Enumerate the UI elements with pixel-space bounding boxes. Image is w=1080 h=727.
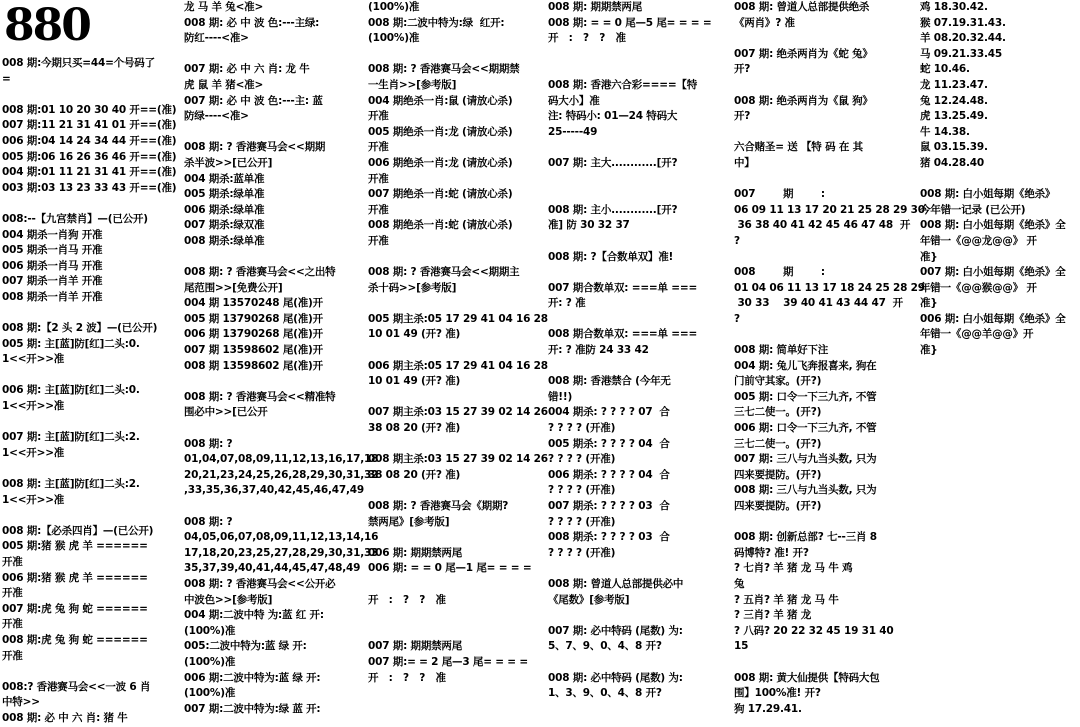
text-line: (100%)准 bbox=[368, 32, 420, 45]
text-line: 008 期: ? bbox=[184, 515, 233, 528]
text-line: 中】 bbox=[734, 156, 755, 169]
text-line: 36 38 40 41 42 45 46 47 48 开 bbox=[734, 219, 911, 232]
text-line bbox=[734, 125, 916, 141]
text-line: 羊 08.20.32.44. bbox=[920, 32, 1006, 45]
text-line: 008 期 : bbox=[734, 266, 825, 279]
text-line: 年错一《@@羊@@》开 bbox=[920, 328, 1034, 341]
text-line: 15 bbox=[734, 640, 749, 653]
text-line: 三七二使一。(开?) bbox=[734, 437, 822, 450]
text-line: 006 期主杀:05 17 29 41 04 16 28 bbox=[368, 359, 548, 372]
text-line: ? 八码? 20 22 32 45 19 31 40 bbox=[734, 624, 894, 637]
text-line: 005 期杀一肖马 开准 bbox=[2, 244, 103, 257]
text-line bbox=[184, 125, 360, 141]
text-line: 006 期杀: ? ? ? ? 04 合 bbox=[548, 468, 670, 481]
text-line bbox=[734, 250, 916, 266]
text-line: 008 期: 曾道人总部提供必中 bbox=[548, 577, 684, 590]
text-line bbox=[548, 265, 726, 281]
text-line: 004 期:二波中特 为:蓝 红 开: bbox=[184, 609, 324, 622]
text-line: 008 期: 曾道人总部提供绝杀 bbox=[734, 1, 870, 13]
text-line: 008 期 13598602 尾(准)开 bbox=[184, 359, 323, 372]
text-line: 开准 bbox=[368, 110, 389, 123]
text-line: 008 期: 创新总部? 七--三肖 8 bbox=[734, 531, 877, 544]
text-line: 006 期绝杀一肖:龙 (请放心杀) bbox=[368, 156, 513, 169]
text-line: 四来要提防。(开?) bbox=[734, 468, 822, 481]
text-line: 鸡 18.30.42. bbox=[920, 1, 988, 13]
text-line: 防红----<准> bbox=[184, 32, 249, 45]
text-line: 虎 13.25.49. bbox=[920, 110, 988, 123]
text-line: ,33,35,36,37,40,42,45,46,47,49 bbox=[184, 484, 365, 497]
column-3 bbox=[368, 0, 548, 708]
text-line: 007 期杀一肖羊 开准 bbox=[2, 275, 103, 288]
text-line: 006 期: 口令一下三九齐, 不管 bbox=[734, 422, 877, 435]
text-line: 008 期:01 10 20 30 40 开==(准) bbox=[2, 103, 177, 116]
text-line: 一生肖>>[参考版] bbox=[368, 78, 457, 91]
text-line bbox=[548, 187, 726, 203]
text-line: 准} bbox=[920, 250, 938, 263]
text-line bbox=[734, 31, 916, 47]
text-line: (100%)准 bbox=[184, 655, 236, 668]
text-line: 开准 bbox=[368, 234, 389, 247]
text-line bbox=[920, 172, 1080, 188]
text-line bbox=[734, 655, 916, 671]
text-line: 04,05,06,07,08,09,11,12,13,14,16 bbox=[184, 531, 379, 544]
text-line: 007 期: 必中特码 (尾数) 为: bbox=[548, 624, 683, 637]
text-line: 008 期: ? 香港赛马会<<期期禁 bbox=[368, 63, 520, 76]
text-line: 20,21,23,24,25,26,28,29,30,31,32 bbox=[184, 468, 379, 481]
text-line: 禁两尾》[参考版] bbox=[368, 515, 450, 528]
text-line bbox=[734, 78, 916, 94]
text-line: 年错一《@@龙@@》 开 bbox=[920, 234, 1037, 247]
text-line: ? 五肖? 羊 猪 龙 马 牛 bbox=[734, 593, 839, 606]
text-line: (100%)准 bbox=[184, 687, 236, 700]
text-line: 008 期:虎 兔 狗 蛇 ====== bbox=[2, 633, 148, 646]
text-line: 006 期:二波中特为:蓝 绿 开: bbox=[184, 671, 321, 684]
text-line: 准} bbox=[920, 297, 938, 310]
text-line: 1<<开>>准 bbox=[2, 400, 65, 413]
text-line: 虎 鼠 羊 猪<准> bbox=[184, 78, 264, 91]
text-line: 008 期: = = 0 尾—5 尾= = = = bbox=[548, 16, 712, 29]
text-line: 005 期杀: ? ? ? ? 04 合 bbox=[548, 437, 670, 450]
text-line: 008 期: 三八与九当头数, 只为 bbox=[734, 484, 877, 497]
text-line: 007 期:11 21 31 41 01 开==(准) bbox=[2, 119, 177, 132]
text-line: 开 : ? ? 准 bbox=[548, 32, 626, 45]
text-line: 码博特? 准! 开? bbox=[734, 546, 809, 559]
text-line: 004 期杀一肖狗 开准 bbox=[2, 228, 103, 241]
text-line: 008 期: 白小姐每期《绝杀》 bbox=[920, 188, 1056, 201]
text-line: 35,37,39,40,41,44,45,47,48,49 bbox=[184, 562, 361, 575]
text-line: 开: ? 准防 24 33 42 bbox=[548, 344, 649, 357]
text-line bbox=[368, 437, 538, 453]
text-line: 008 期: 白小姐每期《绝杀》全 bbox=[920, 219, 1066, 232]
text-line: 围必中>>[已公开 bbox=[184, 406, 268, 419]
text-line: 007 期杀: ? ? ? ? 03 合 bbox=[548, 500, 670, 512]
text-line: 鼠 03.15.39. bbox=[920, 141, 988, 154]
text-line bbox=[548, 47, 726, 63]
text-line bbox=[368, 483, 538, 499]
text-line: 马 09.21.33.45 bbox=[920, 47, 1002, 60]
text-line: 龙 11.23.47. bbox=[920, 78, 988, 91]
text-line: 005 期绝杀一肖:龙 (请放心杀) bbox=[368, 125, 513, 138]
text-line: 门前守其家。(开?) bbox=[734, 375, 822, 388]
text-line: 004 期:01 11 21 31 41 开==(准) bbox=[2, 166, 177, 179]
text-line: 008 期: ? 香港赛马会<<精准特 bbox=[184, 390, 336, 403]
text-line: 008 期: 期期禁两尾 bbox=[548, 1, 643, 13]
text-line bbox=[734, 172, 916, 188]
text-line bbox=[2, 508, 174, 524]
text-line: 008 期: 香港六合彩====【特 bbox=[548, 78, 698, 91]
text-line: 008 期: 主[蓝]防[红]二头:2. bbox=[2, 478, 140, 491]
text-line: ? ? ? ? (开准) bbox=[548, 546, 616, 559]
text-line bbox=[368, 343, 538, 359]
text-line: 《尾数》[参考版] bbox=[548, 593, 630, 606]
text-line: = bbox=[2, 72, 11, 85]
text-line: 008 期: 简单好下注 bbox=[734, 344, 829, 357]
text-line: 008 期:【必杀四肖】—(已公开) bbox=[2, 524, 154, 537]
text-line: 狗 17.29.41. bbox=[734, 702, 802, 715]
text-line: 005 期: 主[蓝]防[红]二头:0. bbox=[2, 337, 140, 350]
text-line: 围】100%准! 开? bbox=[734, 687, 821, 700]
column-1 bbox=[2, 56, 177, 724]
text-line: 008 期杀一肖羊 开准 bbox=[2, 290, 103, 303]
text-line: 四来要提防。(开?) bbox=[734, 500, 822, 512]
text-line: 008 期: ?【合数单双】准! bbox=[548, 250, 674, 263]
text-line: 007 期: 白小姐每期《绝杀》全 bbox=[920, 266, 1066, 279]
text-line: 开准 bbox=[2, 556, 23, 568]
text-line bbox=[548, 234, 726, 250]
text-line: 准] 防 30 32 37 bbox=[548, 219, 630, 232]
text-line: 牛 14.38. bbox=[920, 125, 970, 138]
text-line: 中波色>>[参考版] bbox=[184, 593, 273, 606]
text-line: 1、3、9、0、4、8 开? bbox=[548, 687, 662, 700]
text-line bbox=[2, 461, 174, 477]
text-line: 1<<开>>准 bbox=[2, 446, 65, 459]
text-line bbox=[368, 608, 538, 624]
text-line: 008 期: ? 香港赛马会<<期期主 bbox=[368, 266, 520, 279]
text-line bbox=[368, 296, 538, 312]
text-line: 开准 bbox=[368, 172, 389, 185]
text-line: 006 期:猪 猴 虎 羊 ====== bbox=[2, 571, 148, 584]
text-line bbox=[548, 561, 726, 577]
text-line bbox=[548, 655, 726, 671]
text-line: 008:? 香港赛马会<<一波 6 肖 bbox=[2, 680, 151, 693]
column-5 bbox=[734, 0, 925, 715]
text-line: 008 期杀: ? ? ? ? 03 合 bbox=[548, 531, 670, 544]
text-line: 008:--【九宫禁肖】—(已公开) bbox=[2, 212, 148, 225]
text-line: 006 期杀一肖马 开准 bbox=[2, 259, 103, 272]
text-line: 兔 bbox=[734, 577, 745, 590]
column-4 bbox=[548, 0, 726, 708]
text-line: ? ? ? ? (开准) bbox=[548, 453, 616, 466]
text-line: ? ? ? ? (开准) bbox=[548, 484, 616, 497]
text-line: 38 08 20 (开? 准) bbox=[368, 422, 461, 435]
text-line: 008 期: 主小............[开? bbox=[548, 203, 678, 216]
text-line: 006 期杀:绿单准 bbox=[184, 203, 265, 216]
text-line: 006 期: = = 0 尾—1 尾= = = = bbox=[368, 562, 532, 575]
text-line: 注: 特码小: 01—24 特码大 bbox=[548, 110, 678, 123]
text-line: 006 期: 主[蓝]防[红]二头:0. bbox=[2, 384, 140, 397]
text-line: 蛇 10.46. bbox=[920, 63, 970, 76]
text-line: 005:二波中特为:蓝 绿 开: bbox=[184, 640, 307, 653]
text-line: 开准 bbox=[2, 618, 23, 631]
text-line: 005 期 13790268 尾(准)开 bbox=[184, 312, 323, 325]
text-line: 008 期: ? bbox=[184, 437, 233, 450]
text-line: 004 期杀: ? ? ? ? 07 合 bbox=[548, 406, 670, 419]
text-line: ? 三肖? 羊 猪 龙 bbox=[734, 609, 812, 622]
text-line: 开准 bbox=[368, 141, 389, 154]
text-line: 开准 bbox=[368, 203, 389, 216]
text-line: 01 04 06 11 13 17 18 24 25 28 29 bbox=[734, 281, 925, 294]
text-line: 007 期: 必 中 六 肖: 龙 牛 bbox=[184, 63, 310, 76]
text-line: 008 期: 绝杀两肖为《鼠 狗》 bbox=[734, 94, 873, 107]
text-line: 008 期: ? 香港赛马会<<期期 bbox=[184, 141, 326, 154]
text-line: 008 期:今期只买=44=个号码了 bbox=[2, 57, 155, 69]
text-line bbox=[368, 250, 538, 266]
text-line: 005 期: 口令一下三九齐, 不管 bbox=[734, 390, 877, 403]
text-line bbox=[368, 577, 538, 593]
text-line: 008 期合数单双: ===单 === bbox=[548, 328, 698, 341]
text-line bbox=[184, 47, 360, 63]
text-line: 008 期杀:绿单准 bbox=[184, 234, 265, 247]
text-line: 005 期主杀:05 17 29 41 04 16 28 bbox=[368, 312, 548, 325]
text-line: 007 期: 三八与九当头数, 只为 bbox=[734, 453, 877, 466]
text-line bbox=[184, 250, 360, 266]
text-line: 龙 马 羊 兔<准> bbox=[184, 1, 264, 13]
text-line bbox=[2, 415, 174, 431]
text-line: 008 期: 必 中 六 肖: 猪 牛 bbox=[2, 711, 128, 724]
text-line bbox=[2, 87, 174, 103]
text-line bbox=[2, 368, 174, 384]
text-line bbox=[548, 172, 726, 188]
text-line bbox=[184, 499, 360, 515]
text-line: 开: ? 准 bbox=[548, 297, 586, 310]
text-line: 008 期: ? 香港赛马会<<公开必 bbox=[184, 577, 336, 590]
text-line: 防绿----<准> bbox=[184, 110, 249, 123]
text-line: 1<<开>>准 bbox=[2, 493, 65, 506]
text-line bbox=[368, 47, 538, 63]
text-line: 003 期:03 13 23 33 43 开==(准) bbox=[2, 181, 177, 194]
text-line: 码大小】准 bbox=[548, 94, 600, 107]
text-line: 开 : ? ? 准 bbox=[368, 593, 446, 606]
text-line bbox=[548, 312, 726, 328]
text-line: 30 33 39 40 41 43 44 47 开 bbox=[734, 297, 903, 310]
text-line: 004 期杀:蓝单准 bbox=[184, 172, 265, 185]
text-line: 007 期主杀:03 15 27 39 02 14 26 bbox=[368, 406, 548, 419]
text-line: 008 期:二波中特为:绿 红开: bbox=[368, 16, 505, 29]
text-line: 005 期:猪 猴 虎 羊 ====== bbox=[2, 540, 148, 553]
text-line: 猴 07.19.31.43. bbox=[920, 16, 1006, 29]
text-line: 六合赌圣= 送 【特 码 在 其 bbox=[734, 141, 863, 154]
text-line: 006 期 13790268 尾(准)开 bbox=[184, 328, 323, 341]
text-line: 01,04,07,08,09,11,12,13,16,17,18 bbox=[184, 453, 379, 466]
text-line: 开? bbox=[734, 63, 751, 76]
text-line: 猪 04.28.40 bbox=[920, 156, 984, 169]
text-line: 004 期绝杀一肖:鼠 (请放心杀) bbox=[368, 94, 513, 107]
text-line: 杀十码>>[参考版] bbox=[368, 281, 457, 294]
text-line: 25-----49 bbox=[548, 125, 598, 138]
text-line bbox=[2, 196, 174, 212]
text-line: 38 08 20 (开? 准) bbox=[368, 468, 461, 481]
text-line: 007 期: 绝杀两肖为《蛇 兔》 bbox=[734, 47, 873, 60]
text-line: (100%)准 bbox=[184, 624, 236, 637]
text-line: 004 期 13570248 尾(准)开 bbox=[184, 297, 323, 310]
text-line: 007 期合数单双: ===单 === bbox=[548, 281, 698, 294]
text-line bbox=[548, 359, 726, 375]
text-line: ? ? ? ? (开准) bbox=[548, 515, 616, 528]
text-line: 008 期:【2 头 2 波】—(已公开) bbox=[2, 322, 158, 335]
text-line: 杀半波>>[已公开] bbox=[184, 156, 273, 169]
text-line: 006 期: 期期禁两尾 bbox=[368, 546, 463, 559]
text-line: ? 七肖? 羊 猪 龙 马 牛 鸡 bbox=[734, 562, 853, 575]
text-line: 007 期: 期期禁两尾 bbox=[368, 640, 463, 653]
text-line bbox=[184, 374, 360, 390]
text-line: 004 期: 兔儿飞奔报喜来, 狗在 bbox=[734, 359, 877, 372]
text-line: 007 期:二波中特为:绿 蓝 开: bbox=[184, 702, 321, 715]
text-line bbox=[734, 327, 916, 343]
page-title: 880 bbox=[4, 0, 90, 51]
text-line: 年错一《@@猴@@》 开 bbox=[920, 281, 1037, 294]
text-line: 008 期主杀:03 15 27 39 02 14 26 bbox=[368, 453, 548, 466]
text-line: 005 期杀:绿单准 bbox=[184, 188, 265, 201]
text-line: 006 期:04 14 24 34 44 开==(准) bbox=[2, 134, 177, 147]
text-line bbox=[734, 515, 916, 531]
text-line: 006 期: 白小姐每期《绝杀》全 bbox=[920, 312, 1066, 325]
text-line: 今年错一记录 (已公开) bbox=[920, 203, 1026, 216]
text-line bbox=[2, 664, 174, 680]
text-line bbox=[368, 624, 538, 640]
text-line bbox=[184, 421, 360, 437]
text-line: 007 期杀:绿双准 bbox=[184, 219, 265, 232]
text-line: 007 期: 主[蓝]防[红]二头:2. bbox=[2, 431, 140, 444]
text-line: 开 : ? ? 准 bbox=[368, 671, 446, 684]
text-line: 17,18,20,23,25,27,28,29,30,31,33 bbox=[184, 546, 379, 559]
text-line: 008 期: ? 香港赛马会<<之出特 bbox=[184, 266, 336, 279]
text-line bbox=[368, 530, 538, 546]
text-line: 尾范围>>[免费公开] bbox=[184, 281, 283, 294]
text-line: 008 期: 香港禁合 (今年无 bbox=[548, 375, 671, 388]
text-line: 开准 bbox=[2, 649, 23, 662]
text-line bbox=[548, 608, 726, 624]
text-line: 008 期绝杀一肖:蛇 (请放心杀) bbox=[368, 219, 513, 232]
text-line bbox=[548, 140, 726, 156]
text-line: 007 期:虎 兔 狗 蛇 ====== bbox=[2, 602, 148, 615]
text-line: 007 期 : bbox=[734, 188, 825, 201]
text-line: ? bbox=[734, 234, 740, 247]
text-line: 007 期 13598602 尾(准)开 bbox=[184, 344, 323, 357]
text-line: 5、7、9、0、4、8 开? bbox=[548, 640, 662, 653]
text-line: 10 01 49 (开? 准) bbox=[368, 328, 461, 341]
text-line: 008 期: 必中特码 (尾数) 为: bbox=[548, 671, 683, 684]
column-6 bbox=[920, 0, 1080, 708]
text-line bbox=[2, 306, 174, 322]
text-line: 008 期: ? 香港赛马会《期期? bbox=[368, 500, 509, 512]
text-line: 007 期: 主大............[开? bbox=[548, 156, 678, 169]
text-line bbox=[368, 390, 538, 406]
text-line: 007 期绝杀一肖:蛇 (请放心杀) bbox=[368, 188, 513, 201]
text-line: (100%)准 bbox=[368, 1, 420, 13]
text-line: ? bbox=[734, 312, 740, 325]
text-line: 007 期: 必 中 波 色:---主: 蓝 bbox=[184, 94, 323, 107]
text-line: 007 期:= = 2 尾—3 尾= = = = bbox=[368, 655, 528, 668]
text-line: 008 期: 必 中 波 色:---主绿: bbox=[184, 16, 320, 29]
text-line: 1<<开>>准 bbox=[2, 353, 65, 366]
text-line: 中特>> bbox=[2, 696, 40, 709]
text-line: ? ? ? ? (开准) bbox=[548, 422, 616, 435]
text-line: 开准 bbox=[2, 587, 23, 600]
text-line: 《两肖》? 准 bbox=[734, 16, 795, 29]
text-line: 准} bbox=[920, 344, 938, 357]
text-line: 06 09 11 13 17 20 21 25 28 29 30 bbox=[734, 203, 925, 216]
text-line: 三七二使一。(开?) bbox=[734, 406, 822, 419]
text-line: 10 01 49 (开? 准) bbox=[368, 375, 461, 388]
text-line: 开? bbox=[734, 110, 751, 123]
text-line: 008 期: 黄大仙提供【特码大包 bbox=[734, 671, 880, 684]
text-line bbox=[548, 62, 726, 78]
text-line: 兔 12.24.48. bbox=[920, 94, 988, 107]
text-line: 005 期:06 16 26 36 46 开==(准) bbox=[2, 150, 177, 163]
text-line: 错!!) bbox=[548, 390, 573, 403]
